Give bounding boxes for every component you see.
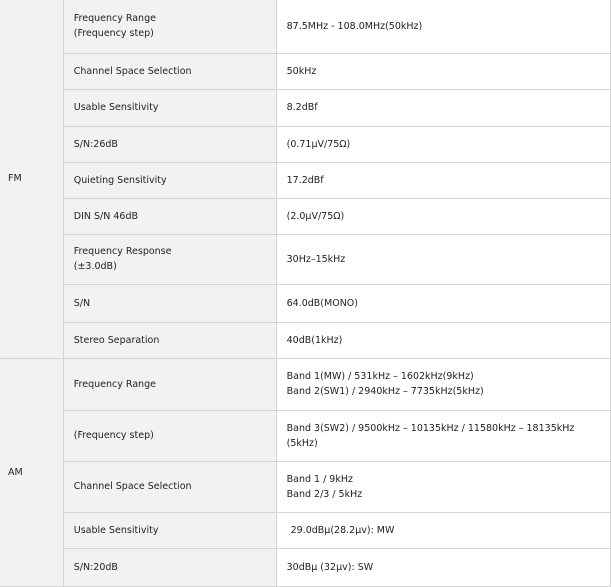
table-row <box>0 410 611 461</box>
table-row <box>0 358 611 410</box>
spec-label: S/N <box>63 284 276 322</box>
table-row <box>0 162 611 198</box>
spec-value: Band 1(MW) / 531kHz – 1602kHz(9kHz) Band 2(SW1) / 2940kHz – 7735kHz(5kHz) <box>276 358 610 410</box>
spec-value: 29.0dBμ(28.2μv): MW <box>276 512 610 548</box>
table-row <box>0 89 611 126</box>
table-row <box>0 322 611 358</box>
spec-value: 64.0dB(MONO) <box>276 284 610 322</box>
spec-value: Band 1 / 9kHz Band 2/3 / 5kHz <box>276 461 610 512</box>
spec-value: 30Hz–15kHz <box>276 234 610 284</box>
spec-label: Channel Space Selection <box>63 461 276 512</box>
spec-value: (2.0μV/75Ω) <box>276 198 610 234</box>
spec-value: 17.2dBf <box>276 162 610 198</box>
table-row <box>0 284 611 322</box>
table-row <box>0 512 611 548</box>
spec-value: 87.5MHz - 108.0MHz(50kHz) <box>276 0 610 53</box>
table-row <box>0 234 611 284</box>
spec-label: S/N:26dB <box>63 126 276 162</box>
spec-label: Channel Space Selection <box>63 53 276 89</box>
band-label-am: AM <box>0 358 63 586</box>
table-row <box>0 548 611 586</box>
table-row <box>0 461 611 512</box>
spec-label: Usable Sensitivity <box>63 512 276 548</box>
spec-value: 30dBμ (32μv): SW <box>276 548 610 586</box>
spec-label: Quieting Sensitivity <box>63 162 276 198</box>
spec-label: Frequency Response (±3.0dB) <box>63 234 276 284</box>
spec-value: Band 3(SW2) / 9500kHz – 10135kHz / 11580kHz – 18135kHz (5kHz) <box>276 410 610 461</box>
table-row <box>0 126 611 162</box>
spec-label: Usable Sensitivity <box>63 89 276 126</box>
band-label-fm: FM <box>0 0 63 358</box>
spec-label: Stereo Separation <box>63 322 276 358</box>
table-row <box>0 53 611 89</box>
spec-value: (0.71μV/75Ω) <box>276 126 610 162</box>
spec-label: DIN S/N 46dB <box>63 198 276 234</box>
spec-label: Frequency Range <box>63 358 276 410</box>
spec-value: 40dB(1kHz) <box>276 322 610 358</box>
table-row <box>0 0 611 53</box>
spec-label: (Frequency step) <box>63 410 276 461</box>
spec-value: 50kHz <box>276 53 610 89</box>
spec-label: Frequency Range (Frequency step) <box>63 0 276 53</box>
table-row <box>0 198 611 234</box>
spec-label: S/N:20dB <box>63 548 276 586</box>
spec-value: 8.2dBf <box>276 89 610 126</box>
